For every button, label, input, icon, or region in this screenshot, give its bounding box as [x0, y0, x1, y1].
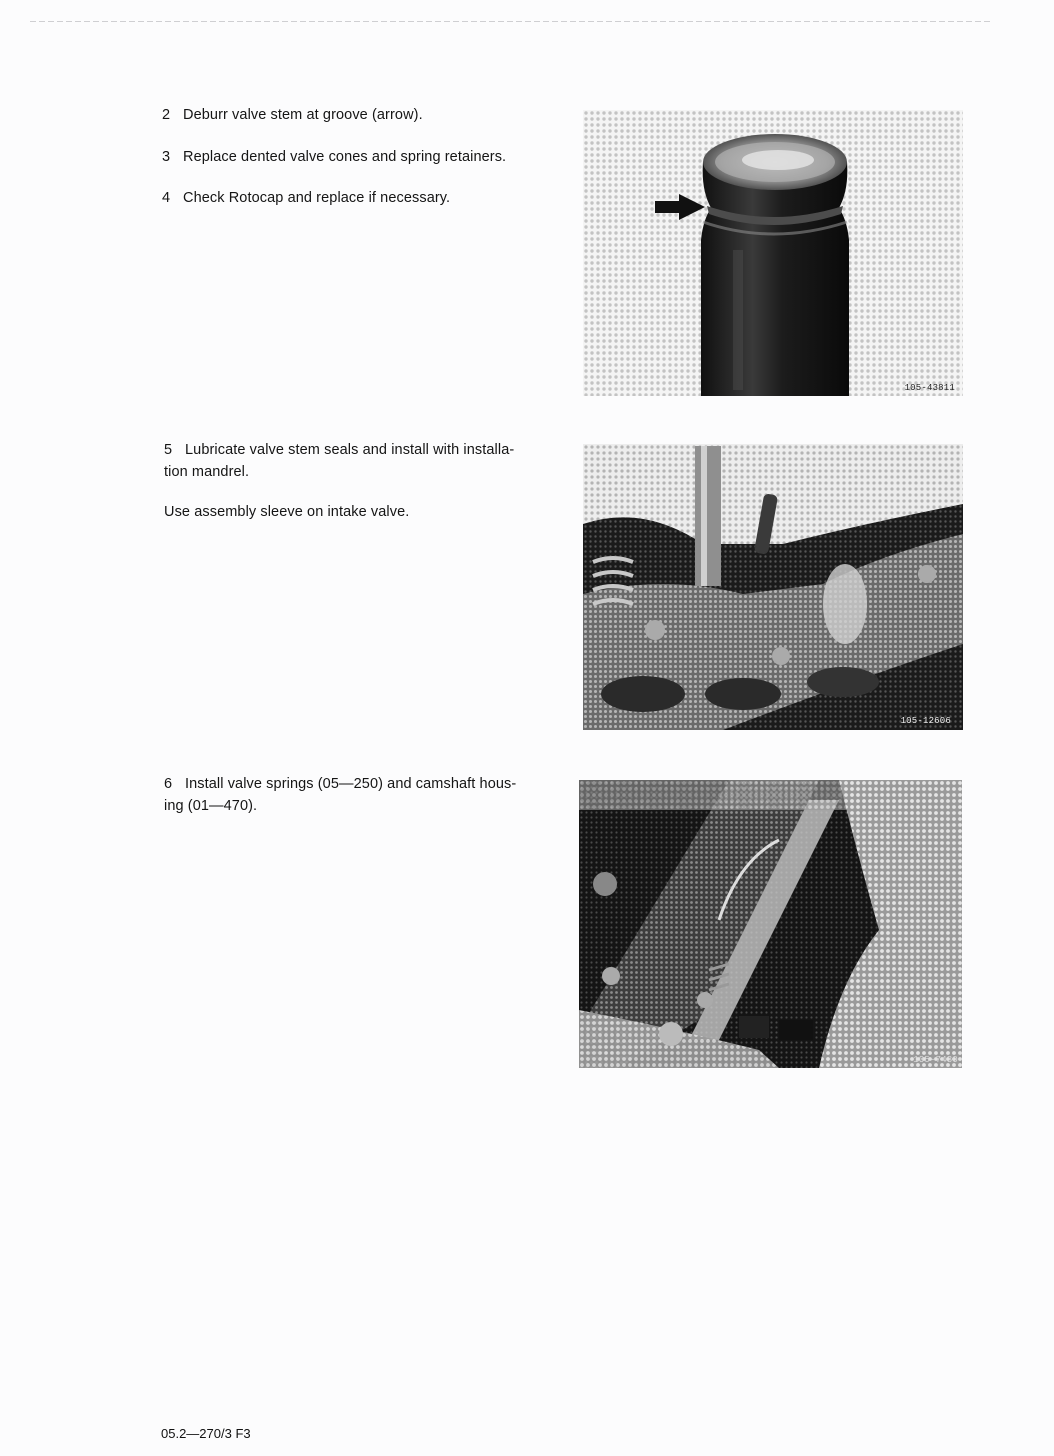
- page-footer: 05.2—270/3 F3: [161, 1426, 251, 1441]
- figure-camshaft-housing-photo: [579, 780, 962, 1068]
- step-number: 3: [162, 149, 171, 165]
- step-text-line2: tion mandrel.: [164, 464, 250, 480]
- figure-valve-stem-photo: [583, 110, 963, 396]
- figure-id: 105-7430: [913, 1055, 958, 1065]
- step-text: Check Rotocap and replace if necessary.: [183, 190, 451, 206]
- note-text: Use assembly sleeve on intake valve.: [164, 504, 410, 520]
- step-text: Replace dented valve cones and spring retainers.: [183, 149, 507, 165]
- step-text-line1: Lubricate valve stem seals and install with installa-: [185, 442, 515, 458]
- step-number: 5: [164, 442, 173, 458]
- step-2: [162, 104, 423, 126]
- step-number: 4: [162, 190, 171, 206]
- step-text-line1: Install valve springs (05—250) and camshaft hous-: [185, 776, 517, 792]
- top-rule: [30, 21, 990, 22]
- step-4: [162, 187, 450, 209]
- step-number: 6: [164, 776, 173, 792]
- step-text-line2: ing (01—470).: [164, 798, 258, 814]
- figure-cylinder-head-photo: [583, 444, 963, 730]
- step-3: [162, 146, 506, 168]
- figure-id: 105-12606: [900, 716, 951, 726]
- figure-id: 105-43811: [904, 383, 955, 393]
- step-6: [164, 773, 516, 817]
- step-number: 2: [162, 107, 171, 123]
- step-text: Deburr valve stem at groove (arrow).: [183, 107, 423, 123]
- step-5: [164, 439, 514, 483]
